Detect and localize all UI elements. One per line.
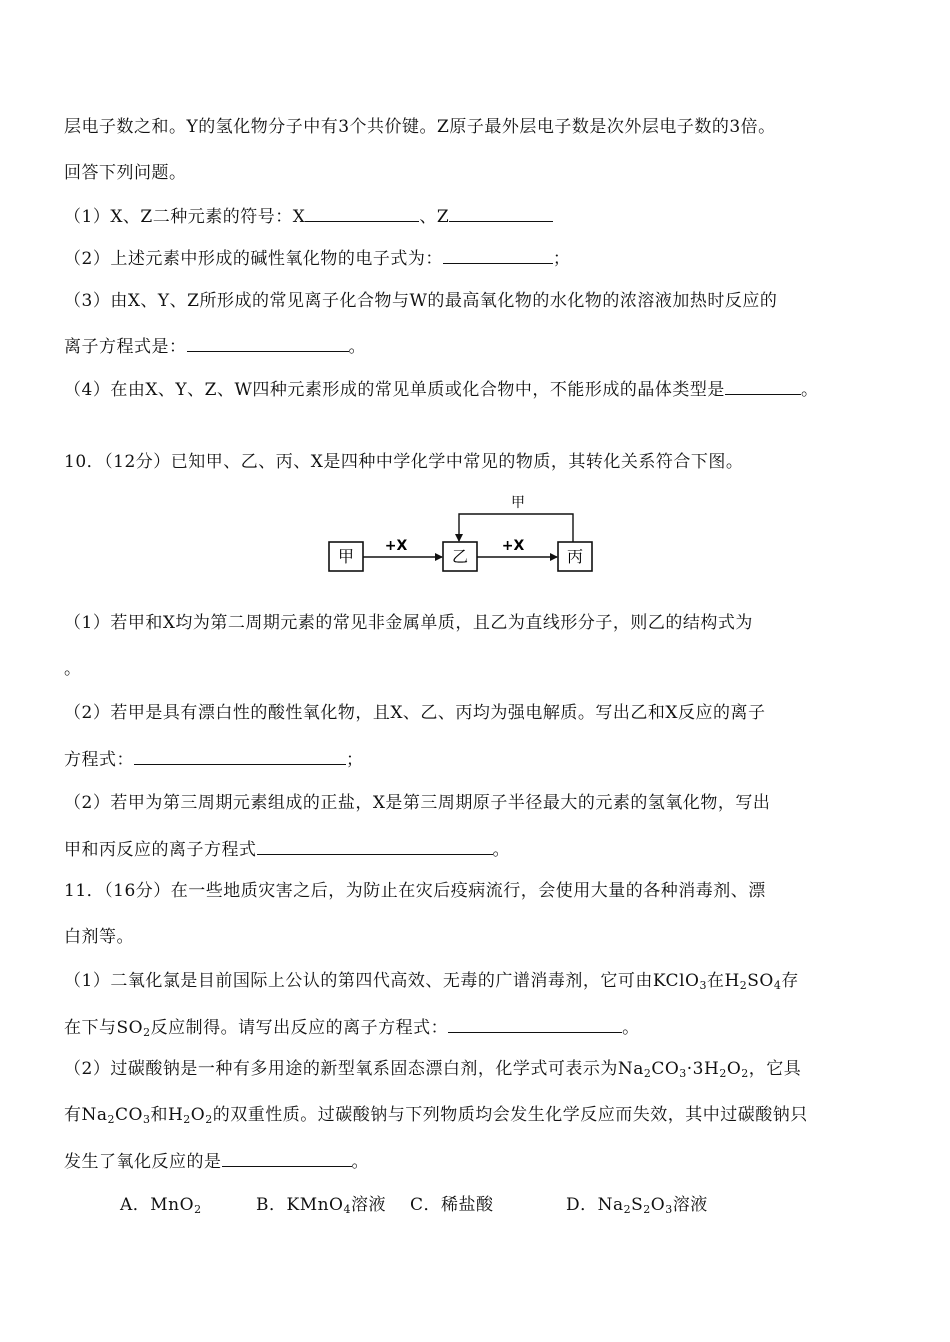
q11-p1-line2-a: 在下与SO <box>64 1018 144 1038</box>
sub: 2 <box>719 1067 727 1080</box>
answer-blank-q10-2[interactable] <box>134 748 346 765</box>
option-a[interactable] <box>120 1194 256 1216</box>
option-d-suffix: 溶液 <box>672 1195 708 1215</box>
answer-blank-z[interactable] <box>449 205 553 222</box>
q10-part-2-text: 方程式： <box>64 750 134 770</box>
q9-part-3-text: 离子方程式是： <box>64 337 187 357</box>
answer-blank-ionic-equation[interactable] <box>187 335 349 352</box>
answer-blank-q11-1[interactable] <box>448 1016 622 1033</box>
sub: 2 <box>194 1203 202 1216</box>
q9-part-2-end: ； <box>552 249 571 269</box>
sub: 2 <box>739 979 748 992</box>
sub: 3 <box>679 1067 687 1080</box>
sub: 4 <box>773 979 782 992</box>
q11-p2-text-b: CO <box>651 1059 680 1079</box>
q11-p2-text-d: O <box>726 1059 742 1079</box>
q9-part-3-line-1: （3）由X、Y、Z所形成的常见离子化合物与W的最高氧化物的水化物的浓溶液加热时反应的 <box>64 291 778 311</box>
option-d-mid2: O <box>650 1195 666 1215</box>
q9-part-2 <box>64 247 570 270</box>
q11-p1-line2-b: 反应制得。请写出反应的离子方程式： <box>150 1018 449 1038</box>
q9-part-3-line-2 <box>64 335 366 358</box>
q11-p2-text-c: ·3H <box>686 1059 720 1079</box>
answer-blank-crystal-type[interactable] <box>725 378 801 395</box>
conversion-diagram <box>328 490 594 576</box>
option-d-mid: S <box>631 1195 644 1215</box>
sub: 2 <box>205 1113 213 1126</box>
sub: 2 <box>643 1067 652 1080</box>
sub: 2 <box>143 1026 151 1039</box>
q9-part-1 <box>64 205 553 228</box>
q11-options <box>120 1194 708 1216</box>
answer-blank-electron-formula[interactable] <box>443 247 553 264</box>
q11-p2-line2-a: 有Na <box>64 1105 108 1125</box>
intro-line-1: 层电子数之和。Y的氢化物分子中有3个共价键。Z原子最外层电子数是次外层电子数的3倍。 <box>64 117 776 137</box>
option-a-text: A．MnO <box>120 1195 195 1215</box>
q10-part-1-line-2: 。 <box>64 659 82 679</box>
q11-part-1-line-1 <box>64 970 799 992</box>
q10-part-2-line-1: （2）若甲是具有漂白性的酸性氧化物，且X、乙、丙均为强电解质。写出乙和X反应的离子 <box>64 703 766 723</box>
box-yi-label: 乙 <box>451 547 469 566</box>
q11-p2-line2-c: 和H <box>150 1105 184 1125</box>
q11-part-2-line-3 <box>64 1150 369 1173</box>
box-bing-label: 丙 <box>566 547 584 566</box>
q11-p1-text-a: （1）二氧化氯是目前国际上公认的第四代高效、无毒的广谱消毒剂，它可由KClO <box>64 971 700 991</box>
q9-part-1-text: （1）X、Z二种元素的符号：X <box>64 207 306 227</box>
return-arrow-label: 甲 <box>511 495 525 511</box>
q9-part-4-text: （4）在由X、Y、Z、W四种元素形成的常见单质或化合物中，不能形成的晶体类型是 <box>64 380 725 400</box>
option-b-suffix: 溶液 <box>351 1195 386 1215</box>
q10-header: 10．（12分）已知甲、乙、丙、X是四种中学化学中常见的物质，其转化关系符合下图。 <box>64 452 744 472</box>
q9-part-3-end: 。 <box>348 337 366 357</box>
q10-part-1-line-1: （1）若甲和X均为第二周期元素的常见非金属单质，且乙为直线形分子，则乙的结构式为 <box>64 613 753 633</box>
option-d-text: D．Na <box>566 1195 624 1215</box>
intro-line-2: 回答下列问题。 <box>64 163 187 183</box>
sub: 2 <box>741 1067 749 1080</box>
sub: 2 <box>107 1113 116 1126</box>
sub: 2 <box>643 1203 651 1216</box>
q11-p1-text-d: 存 <box>781 971 799 991</box>
q11-part-2-line-2 <box>64 1104 808 1126</box>
q11-p2-text-e: ，它具 <box>748 1059 802 1079</box>
q11-p1-end: 。 <box>622 1018 640 1038</box>
option-c[interactable]: C．稀盐酸 <box>410 1195 494 1215</box>
q9-part-2-text: （2）上述元素中形成的碱性氧化物的电子式为： <box>64 249 443 269</box>
sub: 4 <box>343 1203 351 1216</box>
sub: 3 <box>142 1113 151 1126</box>
sub: 3 <box>665 1203 673 1216</box>
answer-blank-q11-2[interactable] <box>222 1150 352 1167</box>
arrow-2-label: +X <box>501 538 525 554</box>
q11-p2-line2-b: CO <box>115 1105 143 1125</box>
q10-part-3-text: 甲和丙反应的离子方程式 <box>64 840 257 860</box>
sub: 2 <box>183 1113 191 1126</box>
q9-part-4 <box>64 378 818 401</box>
box-jia-label: 甲 <box>337 547 355 566</box>
answer-blank-q10-3[interactable] <box>257 838 493 855</box>
q9-part-4-end: 。 <box>800 380 819 400</box>
q11-p2-text-a: （2）过碳酸钠是一种有多用途的新型氧系固态漂白剂，化学式可表示为Na <box>64 1059 644 1079</box>
option-b[interactable] <box>256 1194 410 1216</box>
q11-p2-line2-d: O <box>190 1105 206 1125</box>
q11-p1-text-c: SO <box>747 971 774 991</box>
q11-p2-line3: 发生了氧化反应的是 <box>64 1152 222 1172</box>
arrow-1-label: +X <box>384 538 408 554</box>
q10-part-3-line-2 <box>64 838 510 861</box>
q11-p2-end: 。 <box>351 1152 369 1172</box>
option-d[interactable] <box>566 1194 708 1216</box>
q11-part-1-line-2 <box>64 1016 640 1039</box>
answer-blank-x[interactable] <box>305 205 419 222</box>
q10-part-2-line-2 <box>64 748 364 771</box>
sub: 3 <box>699 979 707 992</box>
q11-part-2-line-1 <box>64 1058 801 1080</box>
q10-part-3-end: 。 <box>492 840 510 860</box>
q11-p2-line2-e: 的双重性质。过碳酸钠与下列物质均会发生化学反应而失效，其中过碳酸钠只 <box>212 1105 808 1125</box>
q10-part-2-end: ； <box>346 750 364 770</box>
q10-part-3-line-1: （2）若甲为第三周期元素组成的正盐，X是第三周期原子半径最大的元素的氢氧化物，写出 <box>64 793 771 813</box>
q11-header-line-2: 白剂等。 <box>64 927 134 947</box>
option-b-text: B．KMnO <box>256 1195 344 1215</box>
q11-header-line-1: 11．（16分）在一些地质灾害之后，为防止在灾后疫病流行，会使用大量的各种消毒剂、漂 <box>64 881 766 901</box>
q11-p1-text-b: 在H <box>706 971 740 991</box>
q9-part-1-sep: 、Z <box>419 207 450 227</box>
sub: 2 <box>623 1203 632 1216</box>
